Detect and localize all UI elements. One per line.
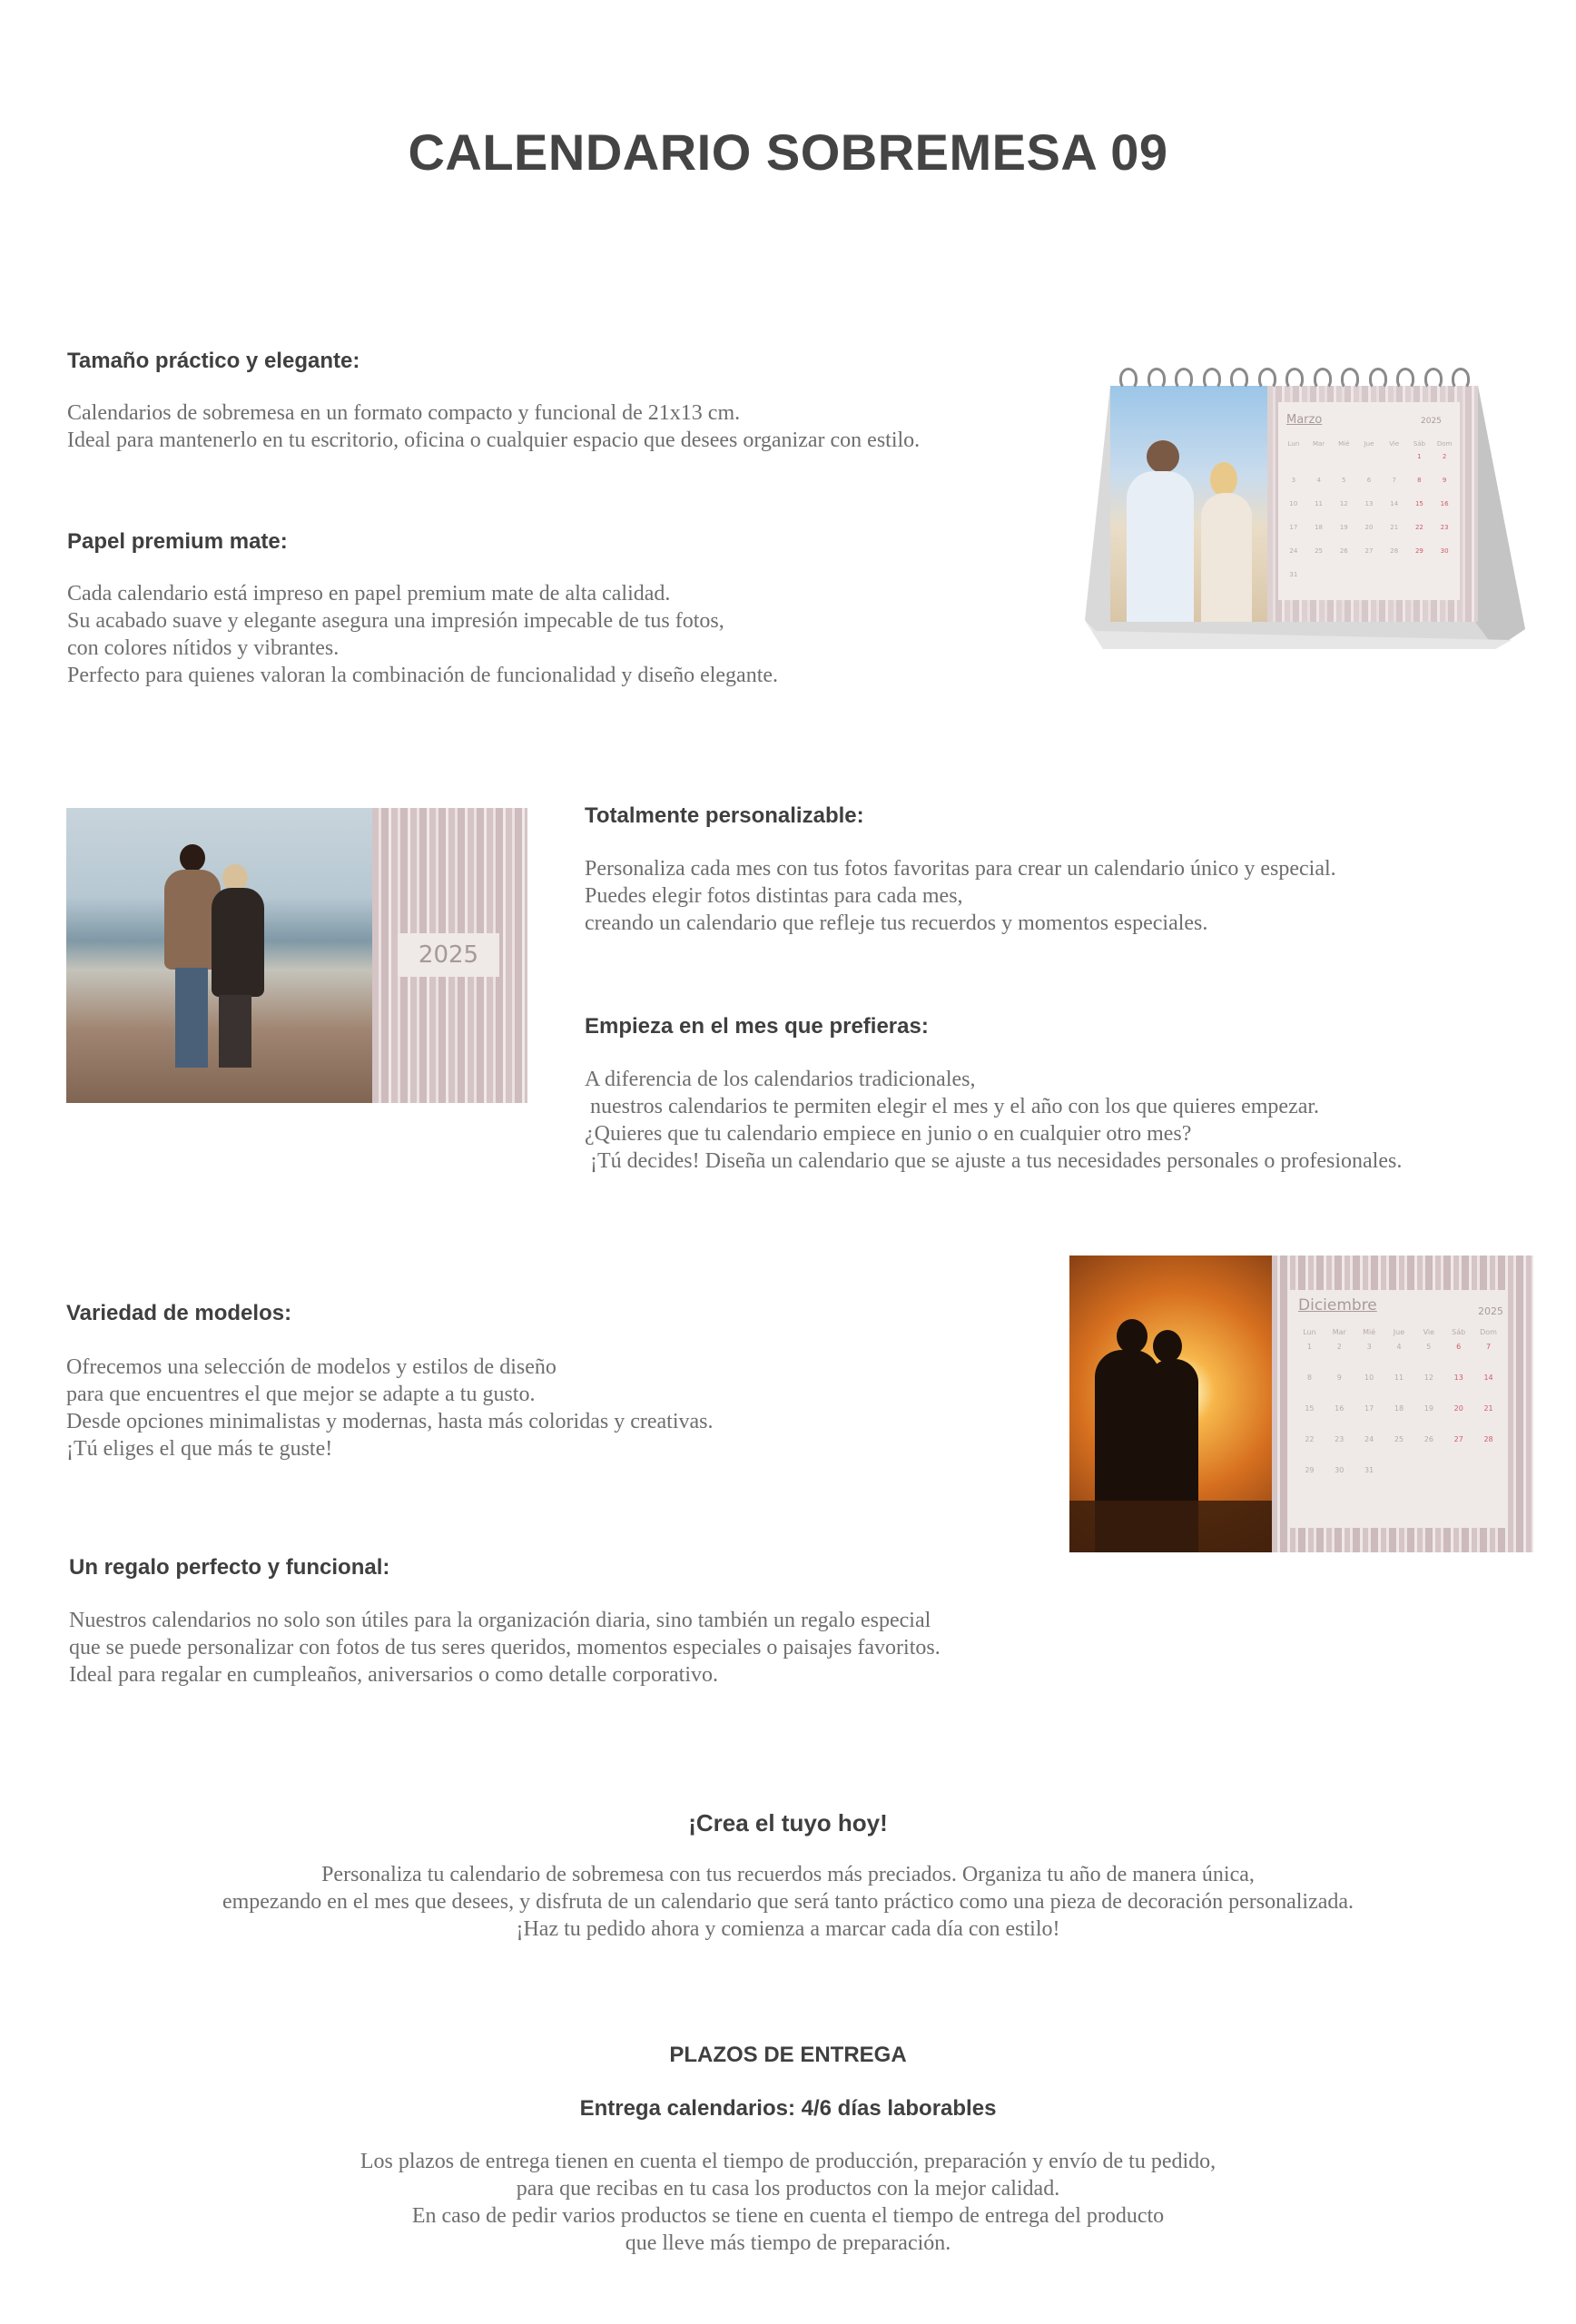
weekday-label: Lun — [1303, 1328, 1316, 1336]
text-line: Calendarios de sobremesa en un formato compacto y funcional de 21x13 cm. — [67, 401, 741, 425]
text-line: ¡Tú decides! Diseña un calendario que se ajuste a tus necesidades personales o profesionales. — [585, 1149, 1403, 1173]
couple-sunset-photo — [1069, 1256, 1272, 1552]
text-line: ¡Haz tu pedido ahora y comienza a marcar cada día con estilo! — [516, 1917, 1060, 1941]
spiral-ring — [1452, 368, 1470, 389]
text-line: Su acabado suave y elegante asegura una impresión impecable de tus fotos, — [67, 609, 724, 633]
day-number: 13 — [1364, 500, 1374, 507]
day-number: 12 — [1423, 1374, 1433, 1382]
section-heading-paper: Papel premium mate: — [67, 529, 288, 554]
day-number: 2 — [1442, 453, 1447, 460]
man-legs — [175, 968, 208, 1068]
day-number: 15 — [1414, 500, 1423, 507]
day-number: 20 — [1364, 524, 1374, 531]
spiral-ring — [1119, 368, 1138, 389]
day-number: 21 — [1483, 1404, 1493, 1413]
couple-beach-photo — [1110, 386, 1267, 622]
section-text-gift — [69, 1607, 941, 1689]
spiral-ring — [1258, 368, 1276, 389]
day-number: 9 — [1442, 477, 1447, 484]
day-number: 17 — [1289, 524, 1298, 531]
text-line: nuestros calendarios te permiten elegir el mes y el año con los que quieres empezar. — [585, 1095, 1320, 1118]
day-number: 24 — [1364, 1435, 1374, 1443]
day-number: 29 — [1305, 1466, 1315, 1474]
sunset-calendar-image — [1069, 1256, 1533, 1552]
day-number: 31 — [1289, 571, 1298, 578]
day-number: 27 — [1364, 547, 1374, 555]
woman-dress — [1201, 493, 1252, 622]
text-line: que lleve más tiempo de preparación. — [625, 2231, 951, 2255]
weekday-label: Dom — [1436, 440, 1453, 448]
day-number: 26 — [1423, 1435, 1433, 1443]
field — [1069, 1501, 1272, 1552]
day-number: 21 — [1390, 524, 1399, 531]
day-number: 4 — [1396, 1343, 1402, 1351]
weekday-label: Mar — [1332, 1328, 1346, 1336]
day-number: 7 — [1486, 1343, 1492, 1351]
day-number: 22 — [1305, 1435, 1315, 1443]
weekday-label: Jue — [1393, 1328, 1405, 1336]
day-number: 4 — [1316, 477, 1321, 484]
text-line: Cada calendario está impreso en papel premium mate de alta calidad. — [67, 582, 671, 606]
day-number: 15 — [1305, 1404, 1315, 1413]
weekday-label: Mié — [1338, 440, 1350, 448]
woman-head — [1210, 462, 1237, 497]
day-number: 30 — [1335, 1466, 1345, 1474]
cover-year: 2025 — [398, 933, 499, 977]
weekday-label: Jue — [1364, 440, 1374, 448]
text-line: con colores nítidos y vibrantes. — [67, 636, 340, 660]
day-number: 18 — [1394, 1404, 1404, 1413]
day-number: 8 — [1417, 477, 1422, 484]
text-line: Los plazos de entrega tienen en cuenta el tiempo de producción, preparación y envío de tu pedido, — [360, 2150, 1216, 2173]
day-number: 6 — [1366, 477, 1372, 484]
text-line: Nuestros calendarios no solo son útiles para la organización diaria, sino también un regalo especial — [69, 1609, 931, 1632]
section-text-custom — [585, 855, 1336, 937]
text-line: A diferencia de los calendarios tradicionales, — [585, 1068, 976, 1091]
day-number: 12 — [1339, 500, 1348, 507]
calendar-grid — [1295, 1328, 1503, 1510]
day-number: 17 — [1364, 1404, 1374, 1413]
day-number: 14 — [1390, 500, 1399, 507]
weekday-label: Vie — [1389, 440, 1400, 448]
man-shirt — [1127, 471, 1194, 622]
day-number: 23 — [1335, 1435, 1345, 1443]
spiral-ring — [1285, 368, 1304, 389]
spiral-ring — [1230, 368, 1248, 389]
text-line: para que encuentres el que mejor se adapte a tu gusto. — [66, 1383, 536, 1406]
day-number: 16 — [1335, 1404, 1345, 1413]
day-number: 20 — [1453, 1404, 1463, 1413]
day-number: 6 — [1456, 1343, 1462, 1351]
man-head — [1117, 1319, 1148, 1354]
calendar-grid — [1281, 440, 1457, 595]
day-number: 11 — [1315, 500, 1324, 507]
spiral-binding — [1119, 368, 1482, 391]
day-number: 19 — [1423, 1404, 1433, 1413]
section-text-paper — [67, 580, 778, 689]
text-line: Ideal para mantenerlo en tu escritorio, oficina o cualquier espacio que desees organizar con estilo. — [67, 428, 921, 452]
day-number: 31 — [1364, 1466, 1374, 1474]
spiral-ring — [1369, 368, 1387, 389]
day-number: 3 — [1366, 1343, 1372, 1351]
day-number: 24 — [1289, 547, 1298, 555]
beach-cover-image — [66, 808, 527, 1103]
day-number: 10 — [1289, 500, 1298, 507]
day-number: 29 — [1414, 547, 1423, 555]
calendar-year: 2025 — [1478, 1305, 1503, 1317]
cta-heading: ¡Crea el tuyo hoy! — [688, 1809, 888, 1837]
text-line: creando un calendario que refleje tus recuerdos y momentos especiales. — [585, 911, 1208, 935]
day-number: 13 — [1453, 1374, 1463, 1382]
section-text-size — [67, 399, 920, 454]
delivery-heading: PLAZOS DE ENTREGA — [669, 2043, 907, 2067]
section-heading-size: Tamaño práctico y elegante: — [67, 349, 360, 373]
weekday-label: Mié — [1363, 1328, 1376, 1336]
day-number: 3 — [1291, 477, 1296, 484]
text-line: Ideal para regalar en cumpleaños, aniversarios o como detalle corporativo. — [69, 1663, 719, 1687]
spiral-ring — [1341, 368, 1359, 389]
day-number: 27 — [1453, 1435, 1463, 1443]
day-number: 26 — [1339, 547, 1348, 555]
day-number: 25 — [1315, 547, 1324, 555]
section-text-start — [585, 1066, 1402, 1175]
text-line: ¡Tú eliges el que más te guste! — [66, 1437, 333, 1461]
day-number: 28 — [1483, 1435, 1493, 1443]
day-number: 23 — [1440, 524, 1449, 531]
spiral-ring — [1396, 368, 1414, 389]
section-heading-start: Empieza en el mes que prefieras: — [585, 1014, 929, 1039]
day-number: 1 — [1417, 453, 1422, 460]
day-number: 9 — [1336, 1374, 1342, 1382]
day-number: 5 — [1342, 477, 1346, 484]
spiral-ring — [1148, 368, 1166, 389]
calendar-month: Marzo — [1286, 413, 1323, 427]
day-number: 18 — [1315, 524, 1324, 531]
text-line: Personaliza tu calendario de sobremesa con tus recuerdos más preciados. Organiza tu año de manera única, — [321, 1863, 1255, 1886]
section-heading-variety: Variedad de modelos: — [66, 1301, 292, 1325]
spiral-ring — [1175, 368, 1193, 389]
weekday-label: Vie — [1423, 1328, 1435, 1336]
weekday-label: Dom — [1480, 1328, 1497, 1336]
man-head — [180, 844, 205, 872]
weekday-label: Mar — [1312, 440, 1325, 448]
delivery-subheading: Entrega calendarios: 4/6 días laborables — [579, 2096, 997, 2121]
page-title: CALENDARIO SOBREMESA 09 — [408, 123, 1168, 181]
day-number: 22 — [1414, 524, 1423, 531]
section-heading-gift: Un regalo perfecto y funcional: — [69, 1555, 390, 1580]
day-number: 7 — [1392, 477, 1396, 484]
day-number: 11 — [1394, 1374, 1404, 1382]
text-line: ¿Quieres que tu calendario empiece en junio o en cualquier otro mes? — [585, 1122, 1192, 1146]
day-number: 25 — [1394, 1435, 1404, 1443]
day-number: 16 — [1440, 500, 1449, 507]
desk-calendar-image — [1085, 368, 1525, 658]
woman-head — [1153, 1330, 1182, 1363]
spiral-ring — [1314, 368, 1332, 389]
text-line: En caso de pedir varios productos se tiene en cuenta el tiempo de entrega del producto — [411, 2204, 1165, 2228]
section-text-variety — [66, 1354, 713, 1462]
text-line: Desde opciones minimalistas y modernas, hasta más coloridas y creativas. — [66, 1410, 714, 1433]
day-number: 1 — [1306, 1343, 1312, 1351]
text-line: que se puede personalizar con fotos de tus seres queridos, momentos especiales o paisajes favoritos. — [69, 1636, 941, 1659]
day-number: 5 — [1426, 1343, 1432, 1351]
couple-walking-photo — [66, 808, 372, 1103]
day-number: 2 — [1336, 1343, 1342, 1351]
spiral-ring — [1203, 368, 1221, 389]
delivery-text — [0, 2148, 1576, 2257]
day-number: 19 — [1339, 524, 1348, 531]
weekday-label: Sáb — [1452, 1328, 1466, 1336]
day-number: 14 — [1483, 1374, 1493, 1382]
section-heading-custom: Totalmente personalizable: — [585, 803, 864, 828]
text-line: Puedes elegir fotos distintas para cada mes, — [585, 884, 963, 908]
text-line: para que recibas en tu casa los productos con la mejor calidad. — [516, 2177, 1060, 2201]
calendar-month: Diciembre — [1298, 1296, 1377, 1315]
day-number: 28 — [1390, 547, 1399, 555]
woman-coat — [212, 888, 264, 997]
day-number: 10 — [1364, 1374, 1374, 1382]
cta-text — [0, 1861, 1576, 1943]
day-number: 8 — [1306, 1374, 1312, 1382]
text-line: Ofrecemos una selección de modelos y estilos de diseño — [66, 1355, 557, 1379]
text-line: empezando en el mes que desees, y disfruta de un calendario que será tanto práctico como una pieza de decoración personalizada. — [222, 1890, 1354, 1914]
text-line: Personaliza cada mes con tus fotos favoritas para crear un calendario único y especial. — [585, 857, 1336, 881]
man-head — [1147, 440, 1179, 473]
weekday-label: Lun — [1287, 440, 1300, 448]
spiral-ring — [1424, 368, 1443, 389]
woman-legs — [219, 995, 251, 1068]
day-number: 30 — [1440, 547, 1449, 555]
calendar-year: 2025 — [1421, 417, 1442, 426]
text-line: Perfecto para quienes valoran la combinación de funcionalidad y diseño elegante. — [67, 664, 779, 687]
weekday-label: Sáb — [1413, 440, 1425, 448]
